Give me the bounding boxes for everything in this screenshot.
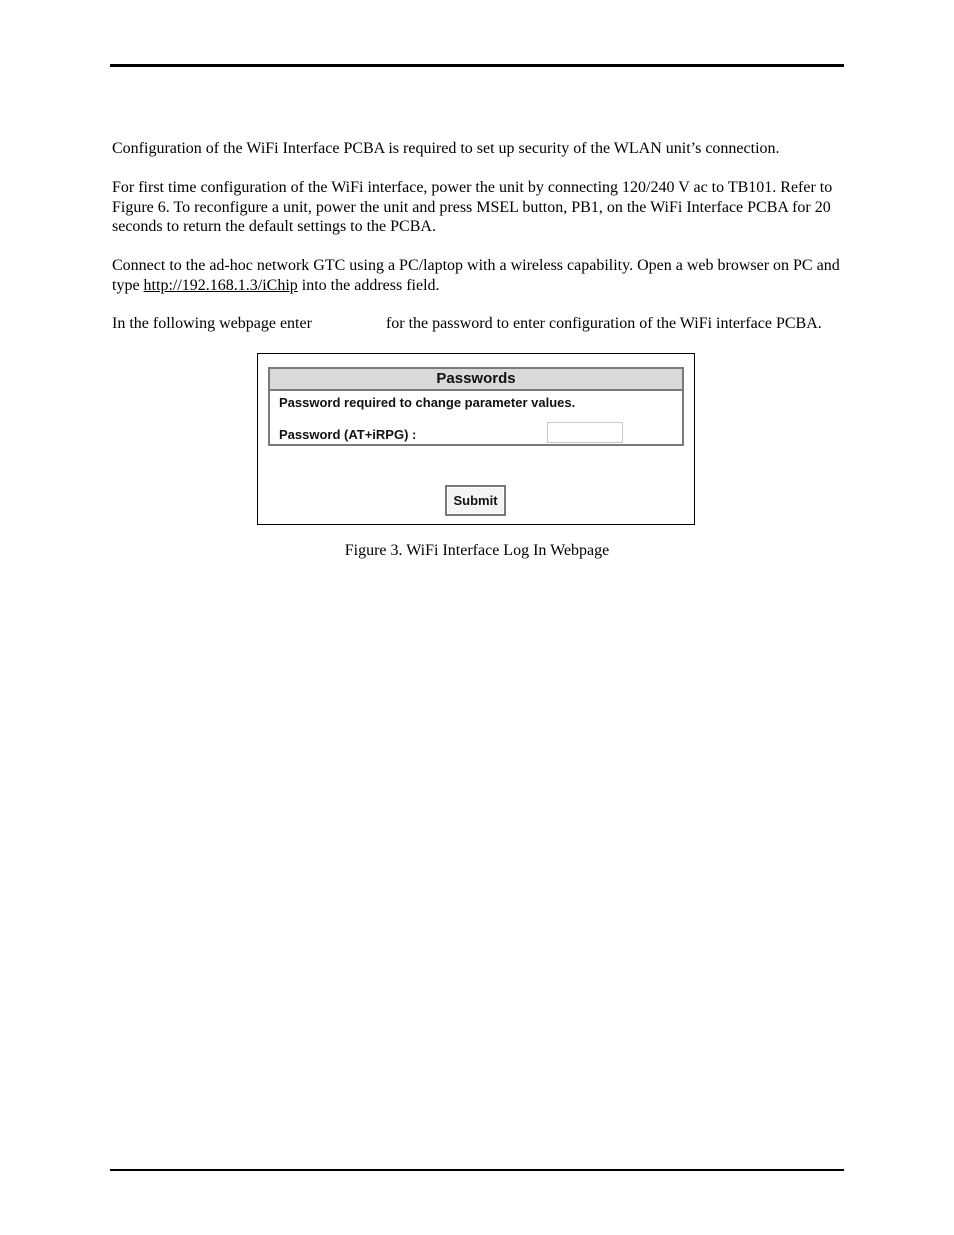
- submit-button[interactable]: Submit: [445, 485, 506, 516]
- paragraph-enter-password: [112, 314, 852, 334]
- ichip-url-link[interactable]: http://192.168.1.3/iChip: [143, 276, 298, 294]
- paragraph-password-text-start: In the following webpage enter: [112, 315, 312, 332]
- paragraph-configuration-required: Configuration of the WiFi Interface PCBA is required to set up security of the WLAN unit’s connection.: [112, 140, 780, 157]
- passwords-header: Passwords: [270, 369, 682, 391]
- header-rule: [110, 64, 844, 67]
- password-field-label: Password (AT+iRPG) :: [279, 427, 417, 442]
- passwords-panel: [268, 367, 684, 446]
- footer-rule: [110, 1169, 844, 1171]
- paragraph-connect-text-end: into the address field.: [297, 276, 440, 294]
- password-input[interactable]: [547, 422, 623, 443]
- paragraph-first-time-configuration: For first time configuration of the WiFi interface, power the unit by connecting 120/240 V ac to TB101. Refer to Figure 6. To reconfigure a unit, power the unit and press MSEL button, PB1, on the WiFi Interface PCBA for 20 seconds to return the default settings to the PCBA.: [112, 179, 833, 235]
- figure-caption: Figure 3. WiFi Interface Log In Webpage: [344, 542, 610, 559]
- password-required-note: Password required to change parameter values.: [279, 395, 576, 410]
- paragraph-connect-text-start: Connect to the ad-hoc network GTC using a PC/laptop with a wireless capability. Open a web browser on PC and type: [112, 257, 840, 294]
- login-webpage-figure: [257, 353, 695, 525]
- paragraph-password-text-end: for the password to enter configuration of the WiFi interface PCBA.: [385, 315, 822, 332]
- paragraph-connect-network: [112, 256, 852, 295]
